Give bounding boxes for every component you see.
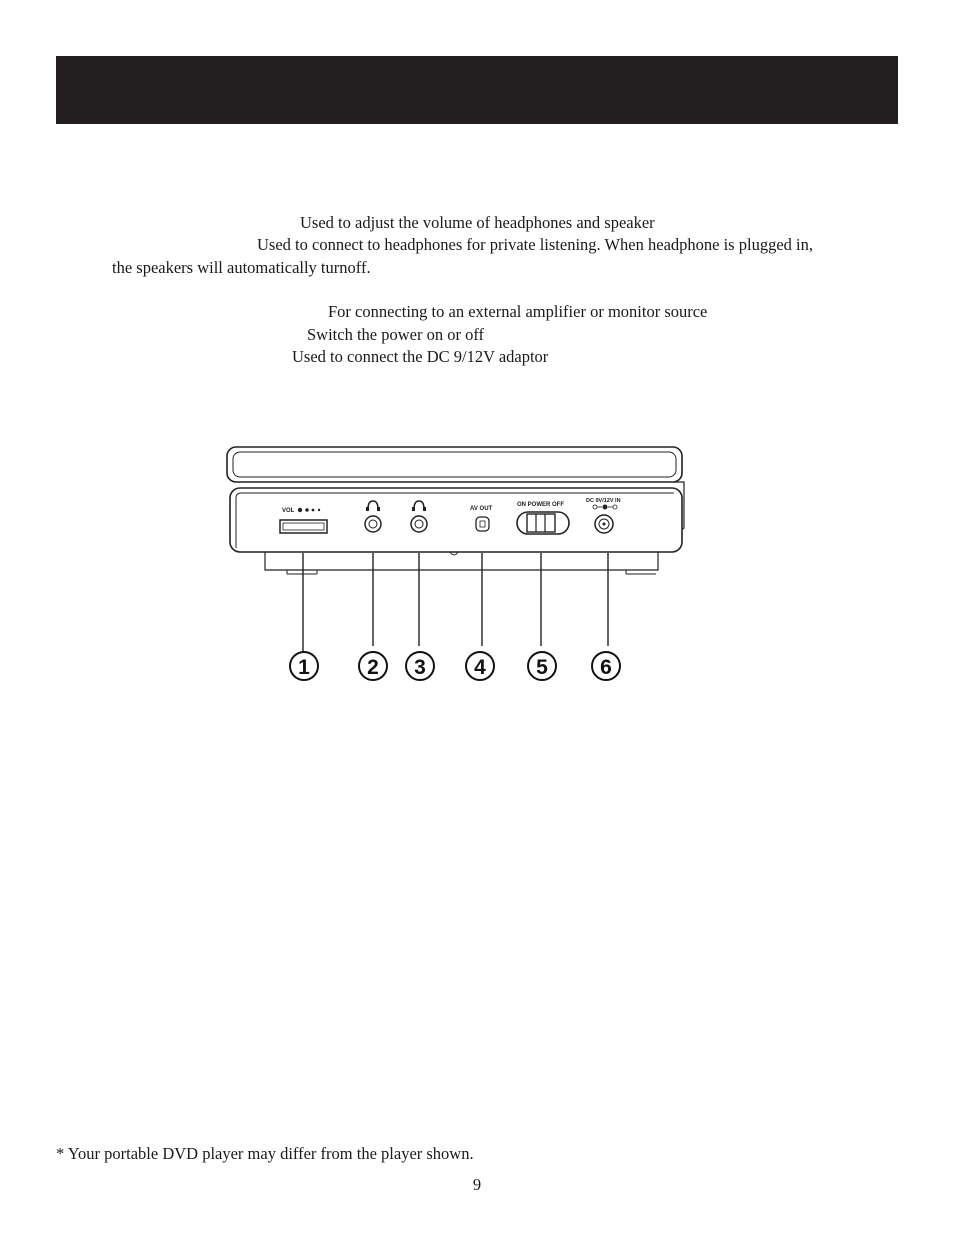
page-number: 9: [472, 1175, 482, 1194]
headphone-jack-2[interactable]: [411, 516, 427, 532]
description-av-out: For connecting to an external amplifier or monitor source: [328, 302, 708, 321]
dc-in-label: DC 9V/12V IN: [586, 498, 621, 504]
description-volume: Used to adjust the volume of headphones and speaker: [300, 213, 655, 232]
callout-1: [290, 652, 318, 680]
callout-6: [592, 652, 620, 680]
description-headphones: Used to connect to headphones for private listening. When headphone is plugged in,: [257, 235, 813, 254]
description-power-switch: Switch the power on or off: [307, 325, 485, 344]
svg-text:6: 6: [600, 656, 612, 679]
svg-text:1: 1: [298, 656, 310, 679]
svg-text:5: 5: [536, 656, 548, 679]
av-out-jack[interactable]: [476, 517, 489, 531]
vol-label: VOL: [282, 508, 295, 514]
svg-text:4: 4: [474, 656, 486, 679]
callout-3: [406, 652, 434, 680]
player-side-panel-diagram: [222, 440, 702, 690]
svg-text:3: 3: [414, 656, 426, 679]
volume-slider[interactable]: [280, 520, 327, 533]
av-out-label: AV OUT: [470, 506, 493, 512]
headphone-jack-1[interactable]: [365, 516, 381, 532]
power-switch-label: ON POWER OFF: [517, 502, 564, 508]
description-dc-in: Used to connect the DC 9/12V adaptor: [292, 347, 549, 366]
callout-4: [466, 652, 494, 680]
callout-2: [359, 652, 387, 680]
description-headphones-continued: the speakers will automatically turnoff.: [112, 258, 371, 277]
footnote: * Your portable DVD player may differ from the player shown.: [56, 1144, 474, 1163]
callout-5: [528, 652, 556, 680]
svg-text:2: 2: [367, 656, 379, 679]
header-bar: [56, 56, 898, 124]
